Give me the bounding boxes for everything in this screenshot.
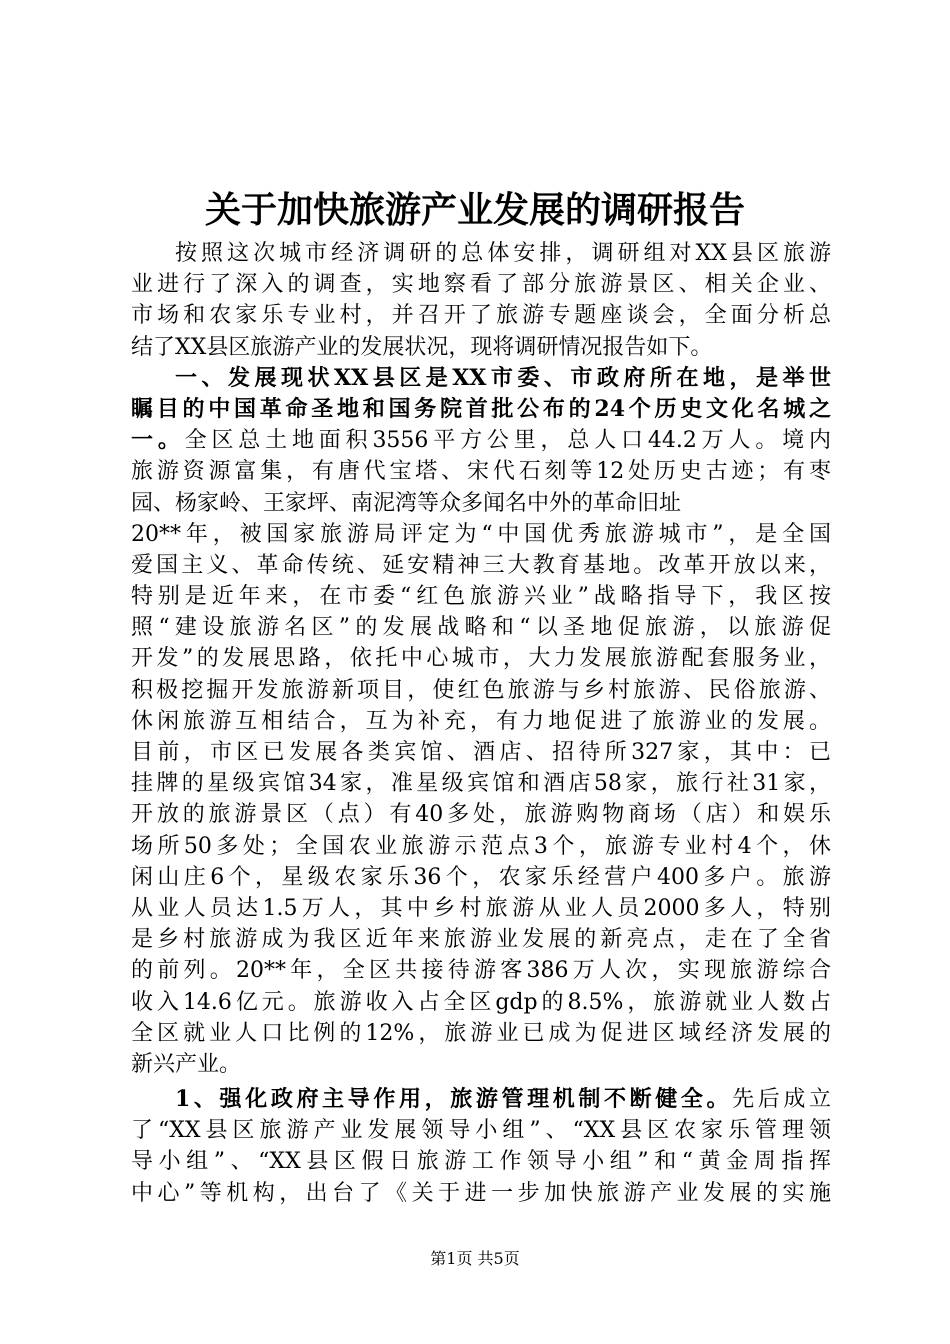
paragraph-line: 收入14.6亿元。旅游收入占全区gdp的8.5%，旅游就业人数占 — [131, 989, 831, 1015]
paragraph-line: 场所50多处；全国农业旅游示范点3个，旅游专业村4个，休 — [131, 833, 831, 859]
section-heading-line: 一、发展现状XX县区是XX市委、市政府所在地，是举世 — [175, 364, 831, 391]
paragraph-line: 特别是近年来，在市委“红色旅游兴业”战略指导下，我区按 — [131, 584, 831, 610]
paragraph-line: 园、杨家岭、王家坪、南泥湾等众多闻名中外的革命旧址 — [131, 490, 682, 516]
paragraph-line: 开放的旅游景区（点）有40多处，旅游购物商场（店）和娱乐 — [131, 802, 831, 828]
paragraph-line: 照“建设旅游名区”的发展战略和“以圣地促旅游，以旅游促 — [131, 615, 831, 641]
paragraph-line: 了“XX县区旅游产业发展领导小组”、“XX县区农家乐管理领 — [131, 1118, 831, 1144]
section-text-start: 全区总土地面积3556平方公里，总人口44.2万人。境内 — [184, 428, 831, 454]
paragraph-line: 从业人员达1.5万人，其中乡村旅游从业人员2000多人，特别 — [131, 895, 831, 921]
paragraph-line: 20**年，被国家旅游局评定为“中国优秀旅游城市”，是全国 — [131, 521, 831, 547]
section-heading-end: 一。 — [131, 427, 185, 454]
paragraph-line: 目前，市区已发展各类宾馆、酒店、招待所327家，其中：已 — [131, 740, 831, 765]
paragraph-line: 是乡村旅游成为我区近年来旅游业发展的新亮点，走在了全省 — [131, 927, 831, 953]
paragraph-line: 的前列。20**年，全区共接待游客386万人次，实现旅游综合 — [131, 958, 831, 984]
paragraph-line: 全区就业人口比例的12%，旅游业已成为促进区域经济发展的 — [131, 1020, 831, 1046]
paragraph-line: 中心”等机构，出台了《关于进一步加快旅游产业发展的实施 — [131, 1180, 831, 1206]
paragraph-line: 新兴产业。 — [131, 1051, 242, 1077]
document-title: 关于加快旅游产业发展的调研报告 — [204, 189, 745, 231]
document-body — [131, 238, 831, 1209]
paragraph-line — [131, 425, 831, 456]
paragraph-line: 业进行了深入的调查，实地察看了部分旅游景区、相关企业、 — [131, 272, 831, 298]
paragraph-line: 休闲旅游互相结合，互为补充，有力地促进了旅游业的发展。 — [131, 708, 831, 734]
page-number-footer: 第1页 共5页 — [430, 1249, 520, 1268]
paragraph-line: 结了XX县区旅游产业的发展状况，现将调研情况报告如下。 — [131, 334, 713, 360]
subsection-heading: 1、强化政府主导作用，旅游管理机制不断健全。 — [175, 1086, 733, 1113]
paragraph-line: 按照这次城市经济调研的总体安排，调研组对XX县区旅游 — [175, 241, 831, 266]
paragraph-line: 爱国主义、革命传统、延安精神三大教育基地。改革开放以来， — [131, 552, 831, 578]
paragraph-line: 市场和农家乐专业村，并召开了旅游专题座谈会，全面分析总 — [131, 303, 831, 329]
paragraph-line — [131, 1084, 831, 1115]
subsection-text-start: 先后成立 — [732, 1087, 831, 1113]
section-heading-line: 瞩目的中国革命圣地和国务院首批公布的24个历史文化名城之 — [131, 395, 831, 422]
paragraph-line: 开发”的发展思路，依托中心城市，大力发展旅游配套服务业， — [131, 646, 831, 672]
paragraph-line: 导小组”、“XX县区假日旅游工作领导小组”和“黄金周指挥 — [131, 1149, 831, 1175]
paragraph-line: 旅游资源富集，有唐代宝塔、宋代石刻等12处历史古迹；有枣 — [131, 459, 831, 485]
paragraph-line: 积极挖掘开发旅游新项目，使红色旅游与乡村旅游、民俗旅游、 — [131, 677, 831, 703]
paragraph-line: 挂牌的星级宾馆34家，准星级宾馆和酒店58家，旅行社31家， — [131, 771, 831, 797]
paragraph-line: 闲山庄6个，星级农家乐36个，农家乐经营户400多户。旅游 — [131, 864, 831, 890]
